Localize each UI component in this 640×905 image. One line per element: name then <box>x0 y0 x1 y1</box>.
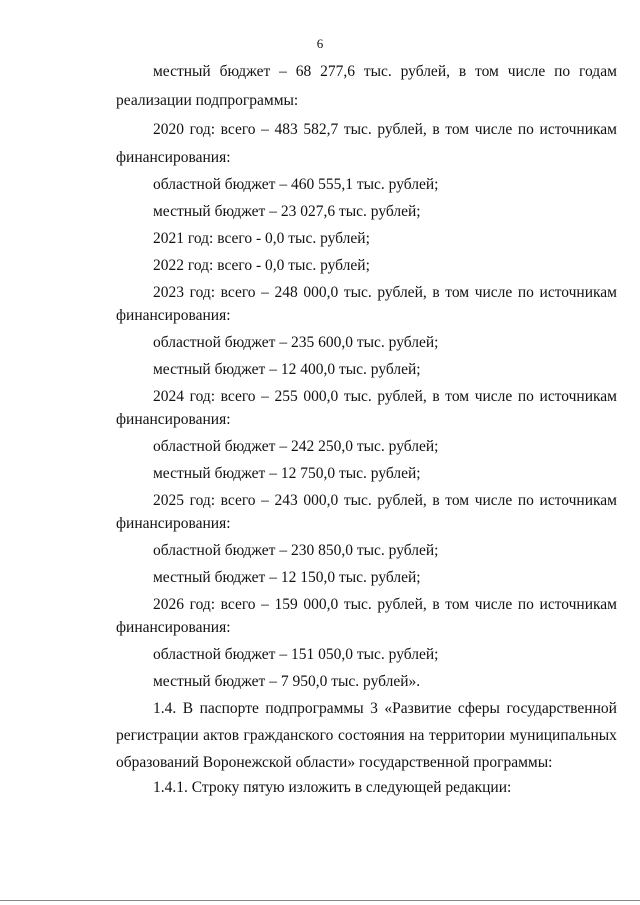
text-line: областной бюджет – 242 250,0 тыс. рублей; <box>153 438 439 455</box>
word: всего <box>220 284 256 301</box>
word: 159 <box>274 596 298 613</box>
word: числе <box>474 596 513 613</box>
word: 2026 <box>153 596 184 613</box>
word: рублей, <box>377 596 427 613</box>
text-line <box>153 699 617 719</box>
text-line <box>153 62 617 82</box>
word: 243 <box>274 492 298 509</box>
text-line: областной бюджет – 460 555,1 тыс. рублей; <box>153 176 439 193</box>
text-line: 2022 год: всего - 0,0 тыс. рублей; <box>153 257 370 274</box>
word: муниципальных <box>509 727 617 744</box>
word: 68 <box>295 63 312 80</box>
word: 582,7 <box>303 121 339 138</box>
word: тыс. <box>343 284 372 301</box>
text-line: финансирования: <box>116 411 231 428</box>
word: год: <box>189 596 216 613</box>
text-line: местный бюджет – 12 750,0 тыс. рублей; <box>153 465 421 482</box>
word: всего <box>220 121 256 138</box>
text-line: финансирования: <box>116 515 231 532</box>
word: 000,0 <box>303 596 339 613</box>
text-line: 1.4.1. Строку пятую изложить в следующей редакции: <box>153 779 512 796</box>
word: 3 <box>370 700 378 717</box>
text-line: областной бюджет – 235 600,0 тыс. рублей; <box>153 334 439 351</box>
page-number: 6 <box>316 36 324 51</box>
word: источникам <box>539 388 617 405</box>
text-line <box>153 595 617 615</box>
word: том <box>445 492 470 509</box>
word: 000,0 <box>303 388 339 405</box>
text-line: финансирования: <box>116 307 231 324</box>
word: состояния <box>337 727 405 744</box>
word: – <box>261 596 269 613</box>
word: том <box>445 596 470 613</box>
word: 248 <box>274 284 298 301</box>
word: источникам <box>539 284 617 301</box>
word: тыс. <box>343 492 372 509</box>
word: по <box>517 388 534 405</box>
text-line: областной бюджет – 230 850,0 тыс. рублей; <box>153 542 439 559</box>
word: 2025 <box>153 492 184 509</box>
text-line: финансирования: <box>116 619 231 636</box>
text-line: финансирования: <box>116 149 231 166</box>
word: источникам <box>539 492 617 509</box>
word: рублей, <box>377 492 427 509</box>
word: год: <box>189 284 216 301</box>
word: подпрограммы <box>265 700 364 717</box>
text-line <box>153 283 617 303</box>
word: рублей, <box>400 63 450 80</box>
word: по <box>554 63 571 80</box>
word: 2024 <box>153 388 184 405</box>
word: рублей, <box>377 284 427 301</box>
word: год: <box>189 388 216 405</box>
word: числе <box>474 492 513 509</box>
word: 2023 <box>153 284 184 301</box>
word: всего <box>220 596 256 613</box>
text-line <box>153 491 617 511</box>
word: в <box>458 63 467 80</box>
text-line <box>116 726 617 746</box>
text-line: местный бюджет – 12 150,0 тыс. рублей; <box>153 569 421 586</box>
word: местный <box>153 63 211 80</box>
word: на <box>409 727 425 744</box>
word: всего <box>220 492 256 509</box>
word: – <box>261 492 269 509</box>
word: рублей, <box>377 121 427 138</box>
word: – <box>261 121 269 138</box>
word: тыс. <box>343 121 372 138</box>
word: в <box>432 388 440 405</box>
word: год: <box>189 492 216 509</box>
word: по <box>517 284 534 301</box>
word: сферы <box>457 700 500 717</box>
word: 1.4. <box>153 700 177 717</box>
word: тыс. <box>343 388 372 405</box>
word: годам <box>579 63 617 80</box>
word: в <box>432 284 440 301</box>
word: по <box>517 596 534 613</box>
word: числе <box>474 121 513 138</box>
word: числе <box>474 284 513 301</box>
word: – <box>261 388 269 405</box>
word: паспорте <box>199 700 259 717</box>
word: 2020 <box>153 121 184 138</box>
word: в <box>432 492 440 509</box>
word: бюджет <box>219 63 271 80</box>
word: 277,6 <box>320 63 355 80</box>
word: актов <box>203 727 240 744</box>
word: в <box>432 596 440 613</box>
word: 483 <box>274 121 298 138</box>
word: 000,0 <box>303 284 339 301</box>
word: гражданского <box>243 727 334 744</box>
word: в <box>432 121 440 138</box>
word: по <box>517 121 534 138</box>
word: «Развитие <box>384 700 452 717</box>
text-line: областной бюджет – 151 050,0 тыс. рублей; <box>153 646 439 663</box>
word: государственной <box>506 700 617 717</box>
word: числе <box>507 63 546 80</box>
word: рублей, <box>377 388 427 405</box>
text-line: местный бюджет – 12 400,0 тыс. рублей; <box>153 361 421 378</box>
word: источникам <box>539 121 617 138</box>
word: том <box>475 63 499 80</box>
text-line: образований Воронежской области» государственной программы: <box>116 754 553 771</box>
word: том <box>445 284 470 301</box>
word: тыс. <box>363 63 392 80</box>
page-bottom-edge <box>0 900 640 901</box>
text-line: местный бюджет – 7 950,0 тыс. рублей». <box>153 673 421 690</box>
word: по <box>517 492 534 509</box>
text-line: местный бюджет – 23 027,6 тыс. рублей; <box>153 203 421 220</box>
word: В <box>182 700 194 717</box>
word: 000,0 <box>303 492 339 509</box>
text-line: 2021 год: всего - 0,0 тыс. рублей; <box>153 230 370 247</box>
word: тыс. <box>343 596 372 613</box>
word: регистрации <box>116 727 199 744</box>
word: том <box>445 121 470 138</box>
word: – <box>279 63 287 80</box>
text-line: реализации подпрограммы: <box>116 92 299 109</box>
word: 255 <box>274 388 298 405</box>
word: источникам <box>539 596 617 613</box>
word: – <box>261 284 269 301</box>
text-line <box>153 120 617 140</box>
word: территории <box>428 727 506 744</box>
word: всего <box>220 388 256 405</box>
text-line <box>153 387 617 407</box>
word: числе <box>474 388 513 405</box>
word: том <box>445 388 470 405</box>
word: год: <box>189 121 216 138</box>
